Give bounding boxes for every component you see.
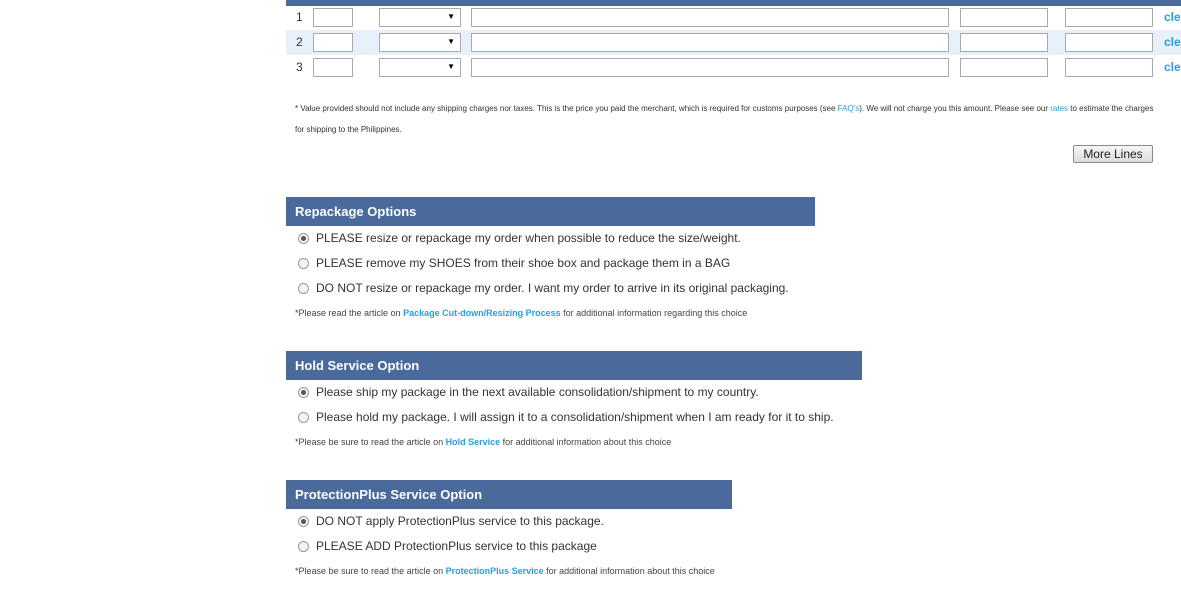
row-number: 1 [296, 10, 303, 24]
radio-button[interactable] [298, 516, 309, 527]
value-input[interactable] [960, 58, 1048, 77]
rates-link[interactable]: rates [1050, 104, 1069, 113]
radio-button[interactable] [298, 541, 309, 552]
value-input[interactable] [960, 33, 1048, 52]
dropdown-arrow-icon: ▼ [447, 37, 455, 46]
option-label: DO NOT resize or repackage my order. I want my order to arrive in its original packaging. [316, 281, 789, 295]
note-text: ). We will not charge you this amount. Please see our [859, 104, 1051, 113]
radio-button[interactable] [298, 412, 309, 423]
hold-option[interactable] [298, 410, 834, 424]
link-input[interactable] [1065, 58, 1153, 77]
hold-service-link[interactable]: Hold Service [445, 437, 501, 447]
resizing-process-link[interactable]: Package Cut-down/Resizing Process [403, 308, 561, 318]
note-text: * Value provided should not include any shipping charges nor taxes. This is the price you paid the merchant, which is required for customs purposes (see [295, 104, 838, 113]
radio-button[interactable] [298, 283, 309, 294]
row-number: 3 [296, 60, 303, 74]
option-label: Please hold my package. I will assign it to a consolidation/shipment when I am ready for it to ship. [316, 410, 834, 424]
option-label: PLEASE ADD ProtectionPlus service to this package [316, 539, 597, 553]
link-input[interactable] [1065, 33, 1153, 52]
description-input[interactable] [471, 33, 949, 52]
radio-button[interactable] [298, 387, 309, 398]
category-select[interactable] [379, 58, 461, 77]
table-row [286, 5, 1181, 30]
table-row [286, 30, 1181, 55]
dropdown-arrow-icon: ▼ [447, 12, 455, 21]
hold-hint [295, 437, 671, 447]
protection-option[interactable] [298, 514, 604, 528]
faq-link[interactable]: FAQ's [837, 104, 860, 113]
hold-section-title: Hold Service Option [286, 351, 862, 380]
table-row [286, 55, 1181, 80]
clear-row-link[interactable]: cle [1164, 60, 1181, 74]
quantity-input[interactable] [313, 58, 353, 77]
hint-text: for additional information regarding this choice [560, 308, 748, 318]
dropdown-arrow-icon: ▼ [447, 62, 455, 71]
description-input[interactable] [471, 58, 949, 77]
more-lines-button[interactable]: More Lines [1073, 145, 1153, 163]
hint-text: *Please be sure to read the article on [295, 566, 446, 576]
option-label: DO NOT apply ProtectionPlus service to this package. [316, 514, 604, 528]
repackage-option[interactable] [298, 281, 789, 295]
category-select[interactable] [379, 8, 461, 27]
repackage-hint [295, 308, 747, 318]
hint-text: *Please be sure to read the article on [295, 437, 446, 447]
protection-option[interactable] [298, 539, 597, 553]
repackage-option[interactable] [298, 256, 730, 270]
quantity-input[interactable] [313, 8, 353, 27]
hint-text: for additional information about this choice [543, 566, 715, 576]
radio-button[interactable] [298, 233, 309, 244]
description-input[interactable] [471, 8, 949, 27]
protectionplus-service-link[interactable]: ProtectionPlus Service [445, 566, 544, 576]
category-select[interactable] [379, 33, 461, 52]
protection-section-title: ProtectionPlus Service Option [286, 480, 732, 509]
repackage-option[interactable] [298, 231, 741, 245]
note-text: to estimate the charges for shipping to the Philippines. [295, 104, 1154, 134]
option-label: PLEASE resize or repackage my order when possible to reduce the size/weight. [316, 231, 741, 245]
option-label: PLEASE remove my SHOES from their shoe box and package them in a BAG [316, 256, 731, 270]
link-input[interactable] [1065, 8, 1153, 27]
clear-row-link[interactable]: cle [1164, 10, 1181, 24]
value-input[interactable] [960, 8, 1048, 27]
radio-button[interactable] [298, 258, 309, 269]
protection-hint [295, 566, 715, 576]
hint-text: for additional information about this choice [500, 437, 672, 447]
row-number: 2 [296, 35, 303, 49]
quantity-input[interactable] [313, 33, 353, 52]
hold-option[interactable] [298, 385, 759, 399]
hint-text: *Please read the article on [295, 308, 404, 318]
option-label: Please ship my package in the next available consolidation/shipment to my country. [316, 385, 759, 399]
repackage-section-title: Repackage Options [286, 197, 815, 226]
value-note [295, 98, 1155, 140]
clear-row-link[interactable]: cle [1164, 35, 1181, 49]
